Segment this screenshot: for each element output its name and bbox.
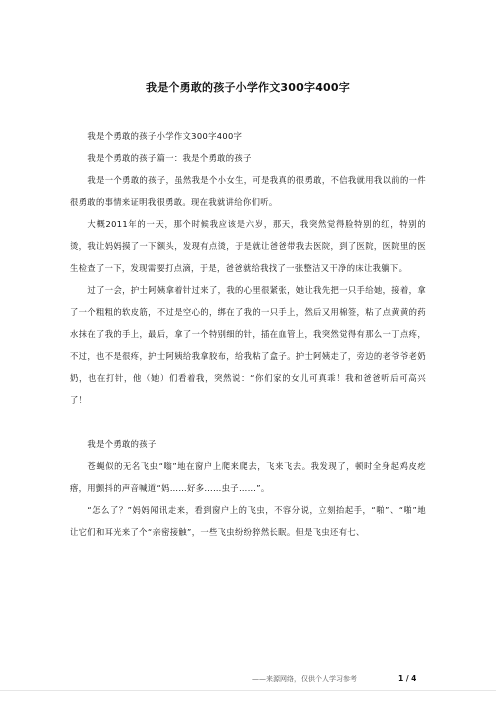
paragraph-section-heading: 我是个勇敢的孩子篇一：我是个勇敢的孩子 <box>87 153 252 163</box>
paragraph-intro: 我是一个勇敢的孩子，虽然我是个小女生，可是我真的很勇敢，不信我就用我以前的一件很勇敢的事情来证明我很勇敢。现在我就讲给你们听。 <box>70 175 426 207</box>
page-indicator: 1 / 4 <box>398 674 417 683</box>
document-body <box>70 125 426 543</box>
page-footer <box>0 674 496 686</box>
paragraph-story-injection: 过了一会，护士阿姨拿着针过来了，我的心里很紧张，她让我先把一只手给她，接着，拿了一个粗粗的软皮筋，不过是空心的，绑在了我的一只手上，然后又用棉签，粘了点黄黄的药水抹在了我的手上，最后，拿了一个特别细的针，插在血管上，我突然觉得有那么一丁点疼，不过，也不是很疼，护士阿姨给我拿胶布，给我粘了盒子。护士阿姨走了，旁边的老爷爷老奶奶，也在打针，他（她）们看着我，突然说：“你们家的女儿可真乖！我和爸爸听后可高兴了！ <box>70 285 426 405</box>
footer-divider <box>0 690 496 691</box>
page-title: 我是个勇敢的孩子小学作文300字400字 <box>146 81 350 94</box>
paragraph-mother: “怎么了？”妈妈闻讯走来，看到窗户上的飞虫，不容分说，立刻抬起手，“啪”、“啪”地让它们和耳光来了个“亲密接触”，一些飞虫纷纷猝然长眠。但是飞虫还有七、 <box>70 505 426 537</box>
paragraph-insects: 苍蝇似的无名飞虫“嗡”地在窗户上爬来爬去，飞来飞去。我发现了，顿时全身起鸡皮疙瘩，用颤抖的声音喊道“妈……好多……虫子……”。 <box>70 461 426 493</box>
source-note: ——来源网络，仅供个人学习参考 <box>252 675 357 683</box>
paragraph-spacer <box>70 411 426 433</box>
paragraph-subtitle: 我是个勇敢的孩子小学作文300字400字 <box>87 131 243 141</box>
paragraph-story-start: 大概2011年的一天，那个时候我应该是六岁，那天，我突然觉得脸特别的红，特别的烫，我让妈妈摸了一下额头，发现有点烫，于是就让爸爸带我去医院，到了医院，医院里的医生检查了一下，发现需要打点滴，于是，爸爸就给我找了一张整洁又干净的床让我躺下。 <box>70 219 426 273</box>
paragraph-second-heading: 我是个勇敢的孩子 <box>87 439 157 449</box>
